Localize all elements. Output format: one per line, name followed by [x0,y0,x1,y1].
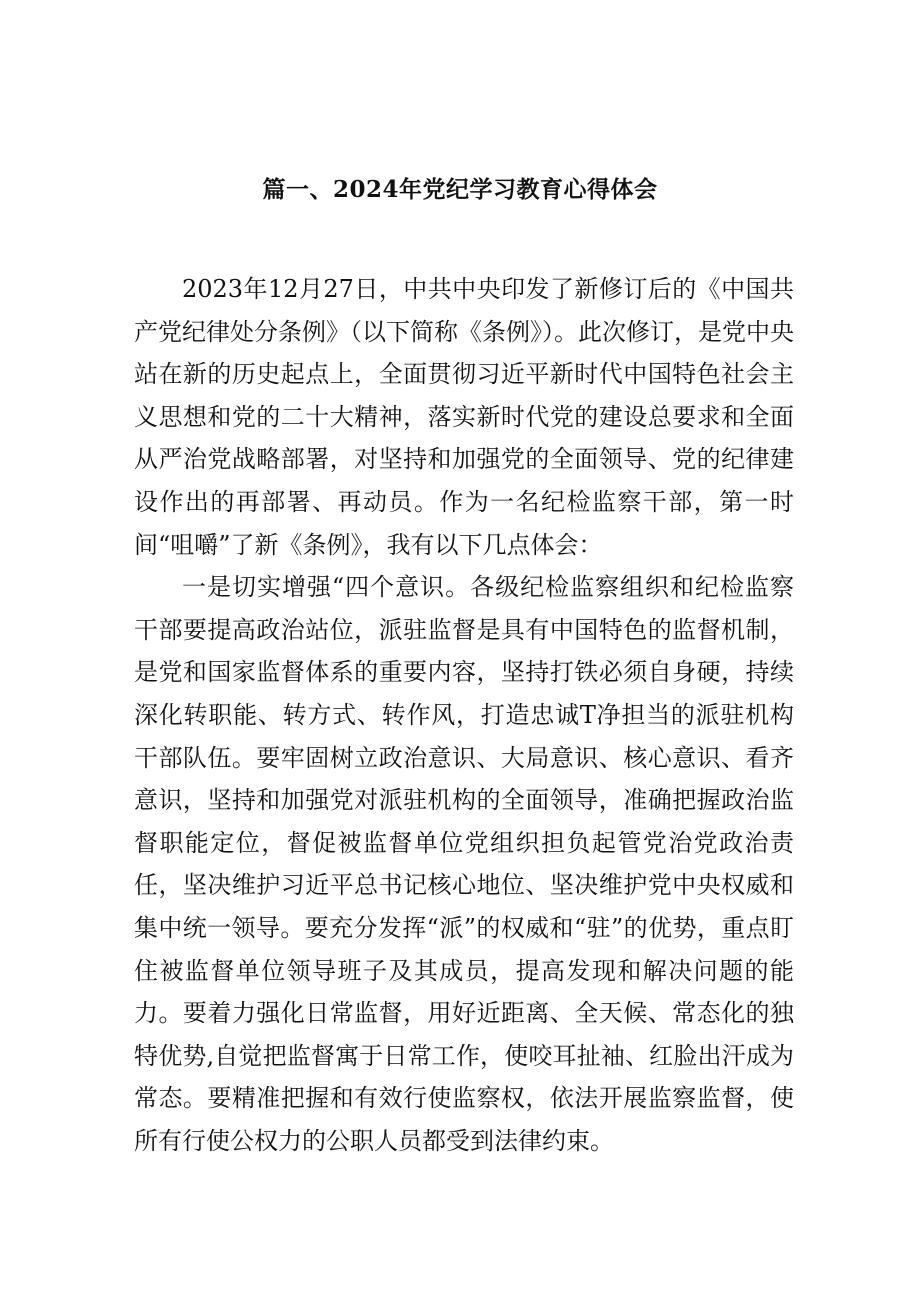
document-body [134,268,794,1162]
paragraph-1: 2023年12月27日，中共中央印发了新修订后的《中国共产党纪律处分条例》（以下简称《条例》）。此次修订，是党中央站在新的历史起点上，全面贯彻习近平新时代中国特色社会主义思想和党的二十大精神，落实新时代党的建设总要求和全面从严治党战略部署，对坚持和加强党的全面领导、党的纪律建设作出的再部署、再动员。作为一名纪检监察干部，第一时间“咀嚼”了新《条例》，我有以下几点体会： [134,275,794,559]
paragraph-2: 一是切实增强“四个意识。各级纪检监察组织和纪检监察干部要提高政治站位，派驻监督是具有中国特色的监督机制，是党和国家监督体系的重要内容，坚持打铁必须自身硬，持续深化转职能、转方式、转作风，打造忠诚T净担当的派驻机构干部队伍。要牢固树立政治意识、大局意识、核心意识、看齐意识，坚持和加强党对派驻机构的全面领导，准确把握政治监督职能定位，督促被监督单位党组织担负起管党治党政治责任，坚决维护习近平总书记核心地位、坚决维护党中央权威和集中统一领导。要充分发挥“派”的权威和“驻”的优势，重点盯住被监督单位领导班子及其成员，提高发现和解决问题的能力。要着力强化日常监督，用好近距离、全天候、常态化的独特优势,自觉把监督寓于日常工作，使咬耳扯袖、红脸出汗成为常态。要精准把握和有效行使监察权，依法开展监察监督，使所有行使公权力的公职人员都受到法律约束。 [134,573,794,1155]
document-title: 篇一、2024年党纪学习教育心得体会 [262,176,658,203]
